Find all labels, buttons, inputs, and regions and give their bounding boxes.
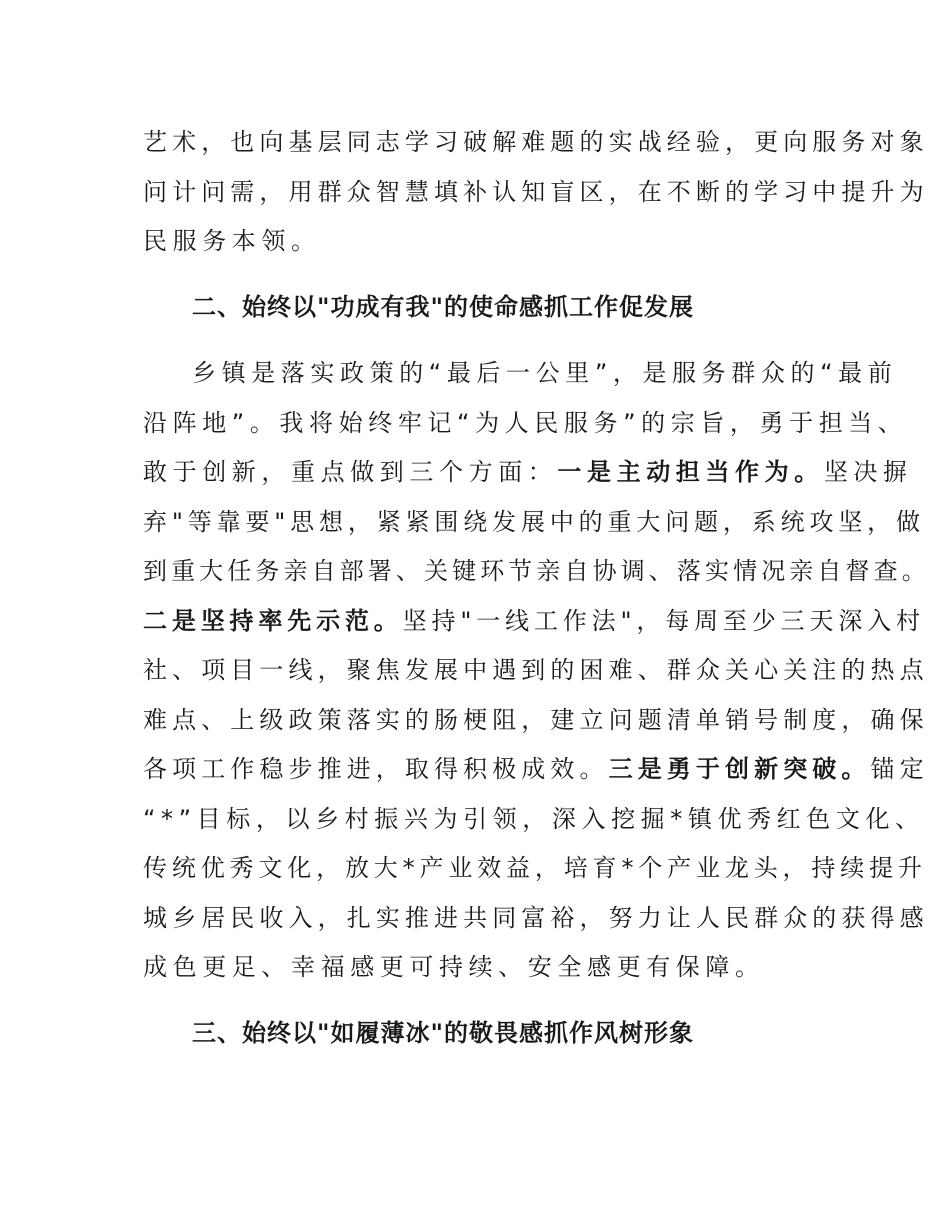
- paragraph-line: 沿阵地”。我将始终牢记“为人民服务”的宗旨，勇于担当、: [143, 409, 908, 437]
- paragraph-line: 传统优秀文化，放大*产业效益，培育*个产业龙头，持续提升: [143, 854, 927, 882]
- paragraph-line: 社、项目一线，聚焦发展中遇到的困难、群众关心关注的热点: [143, 656, 929, 684]
- paragraph-text: 坚决摒: [823, 458, 913, 486]
- bold-lead-3: 三是勇于创新突破。: [608, 755, 871, 783]
- section-heading-3: 三、始终以"如履薄冰"的敬畏感抓作风树形象: [192, 1019, 695, 1047]
- paragraph-line: 到重大任务亲自部署、关键环节亲自协调、落实情况亲自督查。: [143, 557, 930, 585]
- paragraph-text: 锚定: [870, 755, 929, 783]
- paragraph-line: 难点、上级政策落实的肠梗阻，建立问题清单销号制度，确保: [143, 706, 929, 734]
- paragraph-line: “*”目标，以乡村振兴为引领，深入挖掘*镇优秀红色文化、: [143, 805, 925, 833]
- paragraph-line: 艺术，也向基层同志学习破解难题的实战经验，更向服务对象: [143, 128, 929, 156]
- paragraph-line: [143, 605, 925, 637]
- bold-lead-1: 一是主动担当作为。: [557, 458, 824, 486]
- paragraph-line: 民服务本领。: [143, 227, 321, 255]
- paragraph-text: 敢于创新，重点做到三个方面：: [143, 458, 558, 486]
- paragraph-text: 坚持"一线工作法"，每周至少三天深入村: [402, 607, 925, 635]
- paragraph-line: [143, 753, 929, 785]
- paragraph-line: [143, 456, 913, 488]
- paragraph-line: 问计问需，用群众智慧填补认知盲区，在不断的学习中提升为: [143, 178, 929, 206]
- paragraph-text: 各项工作稳步推进，取得积极成效。: [143, 755, 609, 783]
- bold-lead-2: 二是坚持率先示范。: [143, 607, 403, 635]
- paragraph-line: 弃"等靠要"思想，紧紧围绕发展中的重大问题，系统攻坚，做: [143, 508, 925, 536]
- section-heading-2: 二、始终以"功成有我"的使命感抓工作促发展: [192, 293, 695, 321]
- paragraph-line: 城乡居民收入，扎实推进共同富裕，努力让人民群众的获得感: [143, 904, 929, 932]
- paragraph-line: 成色更足、幸福感更可持续、安全感更有保障。: [143, 953, 765, 981]
- paragraph-line: 乡镇是落实政策的“最后一公里”，是服务群众的“最前: [192, 359, 898, 387]
